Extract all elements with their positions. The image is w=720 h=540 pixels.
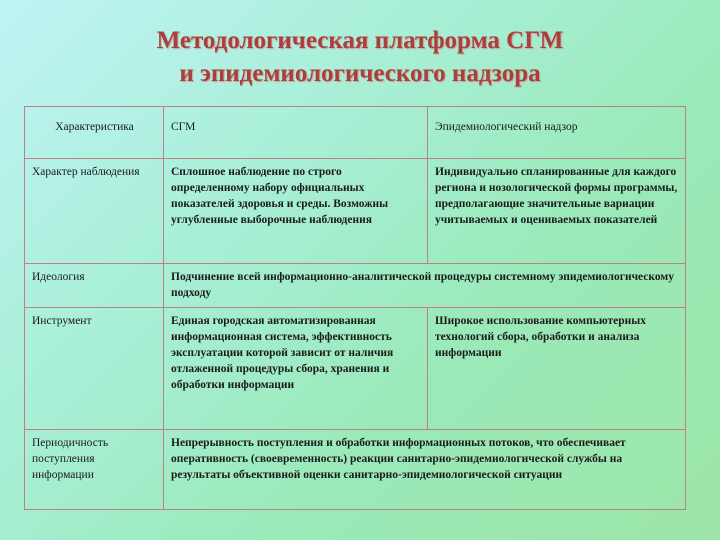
row-label: Идеология xyxy=(25,264,164,308)
title-line-1: Методологическая платформа СГМ xyxy=(156,27,564,54)
cell-nadzor: Широкое использование компьютерных технологий сбора, обработки и анализа информации xyxy=(428,308,686,430)
title-line-2: и эпидемиологического надзора xyxy=(179,60,541,87)
row-label: Инструмент xyxy=(25,308,164,430)
cell-sgm: Единая городская автоматизированная информационная система, эффективность эксплуатации которой зависит от наличия отлаженной процедуры сбора, хранения и обработки информации xyxy=(164,308,428,430)
row-label: Периодичность поступления информации xyxy=(25,430,164,510)
page-title xyxy=(0,24,720,90)
cell-merged: Непрерывность поступления и обработки информационных потоков, что обеспечивает оперативность (своевременность) реакции санитарно-эпидемиологической службы на результаты объективной оценки санитарно-эпидемиологической ситуации xyxy=(164,430,686,510)
table-row xyxy=(25,159,686,264)
table-row xyxy=(25,308,686,430)
header-nadzor: Эпидемиологический надзор xyxy=(428,107,686,159)
cell-sgm: Сплошное наблюдение по строго определенному набору официальных показателей здоровья и среды. Возможны углубленные выборочные наблюдения xyxy=(164,159,428,264)
table-header-row xyxy=(25,107,686,159)
row-label: Характер наблюдения xyxy=(25,159,164,264)
header-sgm: СГМ xyxy=(164,107,428,159)
table-row xyxy=(25,430,686,510)
comparison-table xyxy=(24,106,686,510)
cell-nadzor: Индивидуально спланированные для каждого региона и нозологической формы программы, предполагающие значительные вариации учитываемых и оцениваемых показателей xyxy=(428,159,686,264)
header-characteristic: Характеристика xyxy=(25,107,164,159)
cell-merged: Подчинение всей информационно-аналитической процедуры системному эпидемиологическому подходу xyxy=(164,264,686,308)
table-row xyxy=(25,264,686,308)
